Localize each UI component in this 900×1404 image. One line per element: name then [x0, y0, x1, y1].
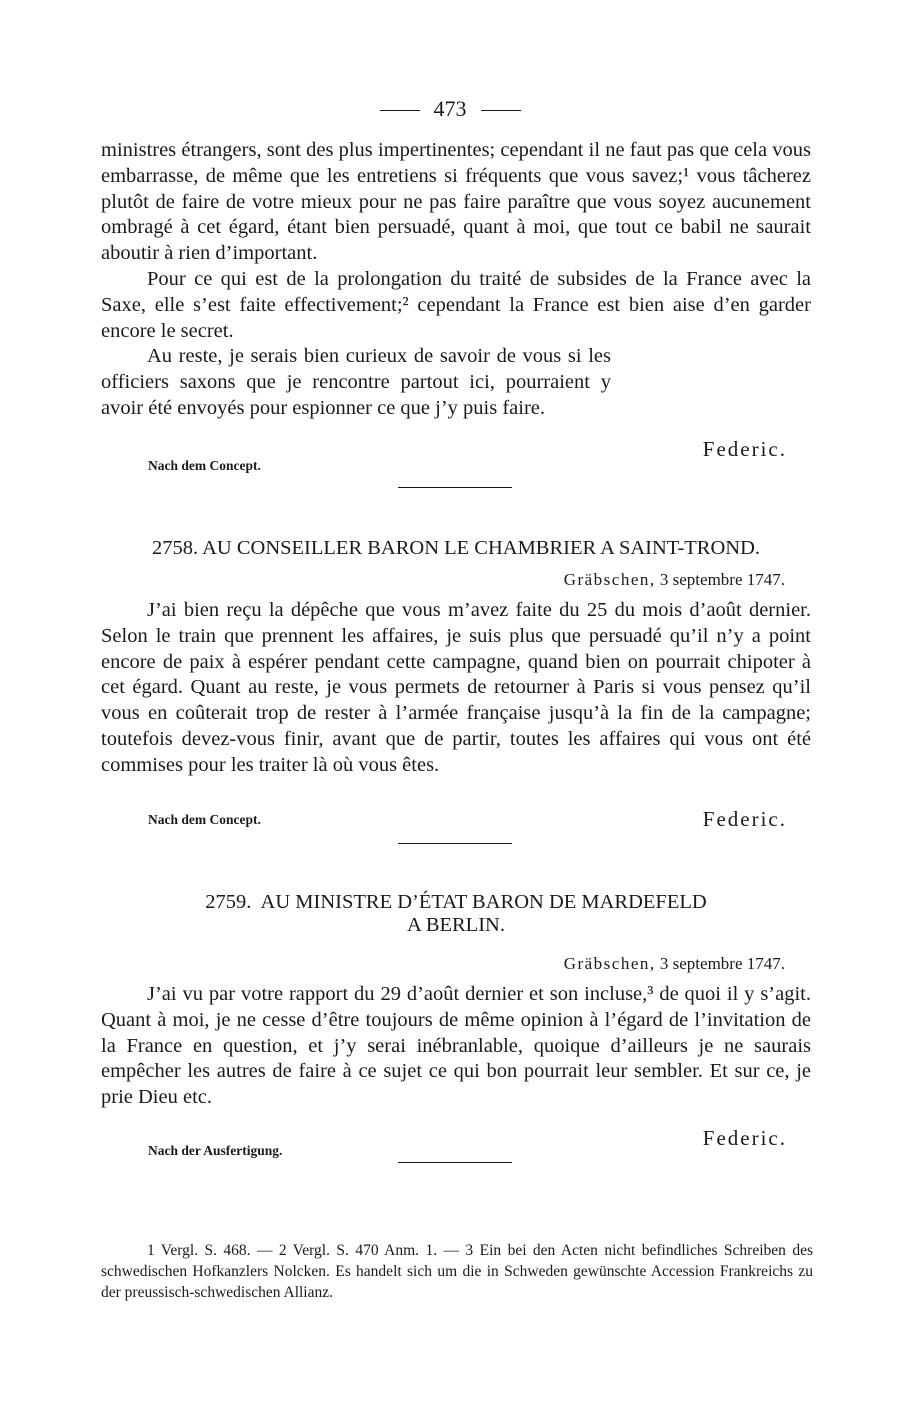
- source-note-1: Nach dem Concept.: [148, 458, 261, 473]
- signature-3: Federic.: [702, 1126, 787, 1150]
- letter-2758-dateline: [564, 570, 785, 590]
- page-number-dash-right: [481, 110, 521, 111]
- letter-2758-heading: [101, 537, 811, 560]
- continued-paragraph-1: ministres étrangers, sont des plus impertinentes; cependant il ne faut pas que cela vous embarrasse, de même que les entretiens si fréquents que vous savez;¹ vous tâcherez plutôt de faire de votre mieux pour ne pas faire paraître que vous soyez aucunement ombragé à cet égard, étant bien persuadé, quant à moi, que tout ce babil ne saurait aboutir à rien d’important.: [101, 139, 811, 265]
- page-number: 473: [433, 96, 467, 121]
- letter-2758-number: 2758.: [151, 537, 199, 559]
- letter-2759-body: J’ai vu par votre rapport du 29 d’août dernier et son incluse,³ de quoi il y s’agit. Quant à moi, je ne cesse d’être toujours de même opinion à l’égard de l’invitation de la France en question, et j’y serai inébranlable, quoique d’ailleurs je ne saurais empêcher les autres de faire à ce sujet ce qui bon pourrait leur sembler. Et sur ce, je prie Dieu etc.: [101, 983, 811, 1109]
- section-divider-2: [398, 843, 512, 844]
- letter-2759-date: 3 septembre 1747.: [659, 954, 785, 973]
- continued-letter-text: [101, 138, 811, 422]
- source-note-3: Nach der Ausfertigung.: [148, 1143, 283, 1158]
- page-number-line: [0, 96, 900, 122]
- signature-2: Federic.: [702, 807, 787, 831]
- continued-paragraph-3: Au reste, je serais bien curieux de savoir de vous si les officiers saxons que je rencontre partout ici, pourraient y avoir été envoyés pour espionner ce que j’y puis faire.: [101, 345, 611, 419]
- letter-2758-text: [101, 598, 811, 779]
- letter-2759-dateline: [564, 954, 785, 974]
- footnotes: [101, 1240, 813, 1303]
- letter-2759-heading: [101, 891, 811, 937]
- letter-2758-body: J’ai bien reçu la dépêche que vous m’avez faite du 25 du mois d’août dernier. Selon le train que prennent les affaires, je suis plus que persuadé qu’il n’y a point encore de paix à espérer pendant cette campagne, quand bien on pourrait chipoter à cet égard. Quant au reste, je vous permets de retourner à Paris si vous pensez qu’il vous en coûterait trop de rester à l’armée française jusqu’à la fin de la campagne; toutefois devez-vous finir, avant que de partir, toutes les affaires qui vous ont été commises pour les traiter là où vous êtes.: [101, 599, 811, 776]
- letter-2758-title: AU CONSEILLER BARON LE CHAMBRIER A SAINT-TROND.: [202, 537, 761, 559]
- letter-2759-place: Gräbschen,: [563, 954, 656, 973]
- section-divider-1: [398, 487, 512, 488]
- signature-1: Federic.: [702, 437, 787, 461]
- letter-2759-number: 2759.: [205, 891, 252, 913]
- letter-2759-text: [101, 982, 811, 1111]
- letter-2758-place: Gräbschen,: [563, 570, 656, 589]
- continued-paragraph-2: Pour ce qui est de la prolongation du traité de subsides de la France avec la Saxe, elle s’est faite effectivement;² cependant la France est bien aise d’en garder encore le secret.: [101, 267, 811, 342]
- page-number-dash-left: [380, 110, 420, 111]
- letter-2759-title-line-2: A BERLIN.: [407, 914, 505, 936]
- letter-2759-title-line-1: AU MINISTRE D’ÉTAT BARON DE MARDEFELD: [260, 891, 707, 913]
- letter-2759-heading-line-1: [101, 891, 811, 914]
- letter-2758-date: 3 septembre 1747.: [659, 570, 785, 589]
- footnotes-text: 1 Vergl. S. 468. — 2 Vergl. S. 470 Anm. 1. — 3 Ein bei den Acten nicht befindliches Schreiben des schwedischen Hofkanzlers Nolcken. Es handelt sich um die in Schweden gewünschte Accession Frankreichs zu der preussisch-schwedischen Allianz.: [101, 1242, 813, 1301]
- source-note-2: Nach dem Concept.: [148, 812, 261, 827]
- section-divider-3: [398, 1162, 512, 1163]
